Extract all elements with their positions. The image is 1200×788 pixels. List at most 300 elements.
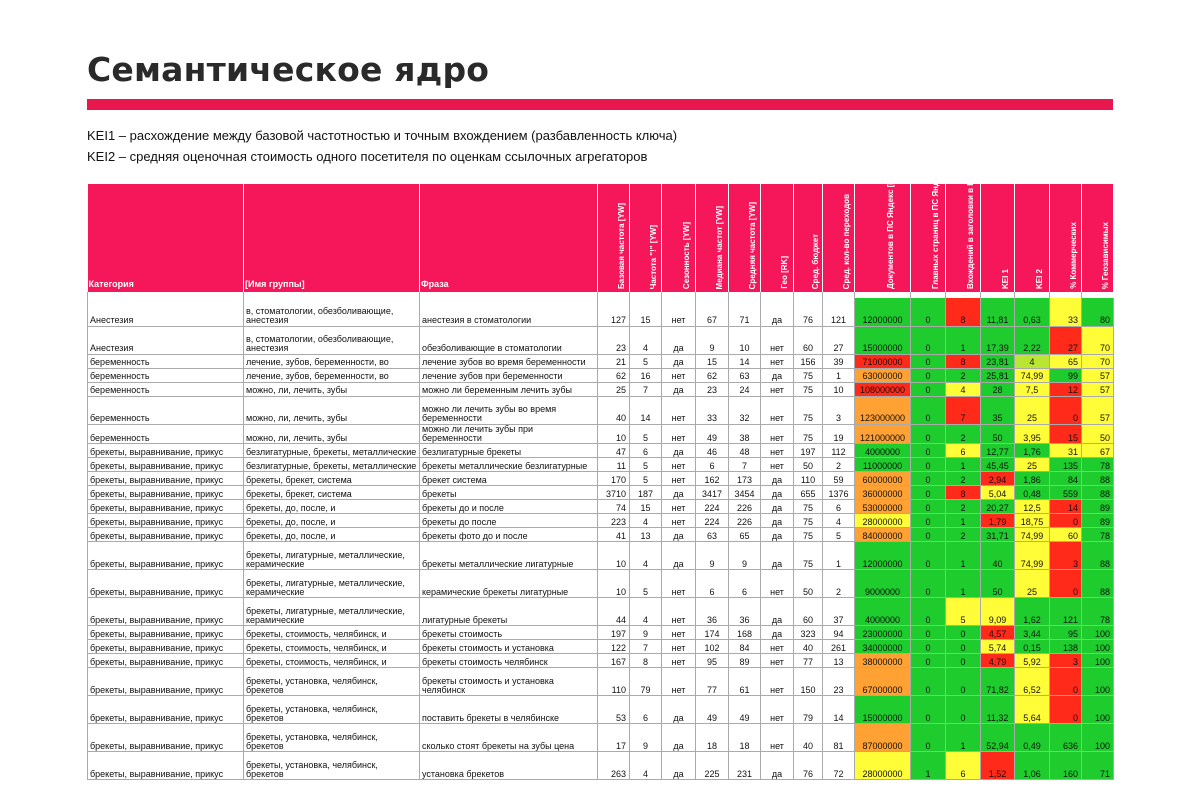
in-titles-cell[interactable]: 2 — [946, 500, 981, 514]
base-frequency-cell[interactable]: 47 — [598, 444, 630, 458]
base-frequency-cell[interactable]: 127 — [598, 298, 630, 326]
in-titles-cell[interactable]: 1 — [946, 458, 981, 472]
geodependent-cell[interactable]: 57 — [1082, 368, 1114, 382]
kei1-cell[interactable]: 5,04 — [981, 486, 1015, 500]
main-pages-cell[interactable]: 0 — [911, 382, 946, 396]
budget-cell[interactable]: 323 — [794, 626, 823, 640]
group-cell[interactable]: брекеты, установка, челябинск, брекетов — [244, 724, 420, 752]
average-cell[interactable]: 24 — [729, 382, 761, 396]
documents-cell[interactable]: 28000000 — [855, 514, 911, 528]
category-cell[interactable]: беременность — [88, 368, 244, 382]
in-titles-cell[interactable]: 8 — [946, 298, 981, 326]
seasonality-cell[interactable]: нет — [662, 514, 696, 528]
kei2-cell[interactable]: 7,5 — [1015, 382, 1050, 396]
quote-frequency-cell[interactable]: 13 — [630, 528, 662, 542]
seasonality-cell[interactable]: да — [662, 724, 696, 752]
average-cell[interactable]: 226 — [729, 514, 761, 528]
kei1-cell[interactable]: 71,82 — [981, 668, 1015, 696]
kei2-cell[interactable]: 1,76 — [1015, 444, 1050, 458]
header-kei1[interactable]: KEI 1 — [981, 184, 1015, 292]
in-titles-cell[interactable]: 6 — [946, 752, 981, 780]
phrase-cell[interactable]: брекеты стоимость челябинск — [420, 654, 598, 668]
clicks-cell[interactable]: 3 — [823, 396, 855, 424]
group-cell[interactable]: брекеты, установка, челябинск, брекетов — [244, 696, 420, 724]
geo-cell[interactable]: нет — [761, 382, 794, 396]
main-pages-cell[interactable]: 0 — [911, 640, 946, 654]
kei2-cell[interactable]: 6,52 — [1015, 668, 1050, 696]
documents-cell[interactable]: 9000000 — [855, 570, 911, 598]
base-frequency-cell[interactable]: 197 — [598, 626, 630, 640]
header-category[interactable]: Категория — [88, 184, 244, 292]
kei1-cell[interactable]: 50 — [981, 570, 1015, 598]
category-cell[interactable]: беременность — [88, 424, 244, 444]
phrase-cell[interactable]: можно ли беременным лечить зубы — [420, 382, 598, 396]
kei1-cell[interactable]: 17,39 — [981, 326, 1015, 354]
kei2-cell[interactable]: 0,49 — [1015, 724, 1050, 752]
commercial-cell[interactable]: 60 — [1050, 528, 1082, 542]
category-cell[interactable]: брекеты, выравнивание, прикус — [88, 542, 244, 570]
kei1-cell[interactable]: 45,45 — [981, 458, 1015, 472]
kei2-cell[interactable]: 1,86 — [1015, 472, 1050, 486]
median-cell[interactable]: 62 — [696, 368, 729, 382]
kei2-cell[interactable]: 74,99 — [1015, 542, 1050, 570]
kei1-cell[interactable]: 25,81 — [981, 368, 1015, 382]
quote-frequency-cell[interactable]: 187 — [630, 486, 662, 500]
header-base-frequency[interactable]: Базовая частота [YW] — [598, 184, 630, 292]
main-pages-cell[interactable]: 0 — [911, 500, 946, 514]
budget-cell[interactable]: 75 — [794, 368, 823, 382]
geo-cell[interactable]: нет — [761, 424, 794, 444]
main-pages-cell[interactable]: 0 — [911, 514, 946, 528]
average-cell[interactable]: 226 — [729, 500, 761, 514]
clicks-cell[interactable]: 1 — [823, 368, 855, 382]
category-cell[interactable]: брекеты, выравнивание, прикус — [88, 458, 244, 472]
geo-cell[interactable]: да — [761, 528, 794, 542]
commercial-cell[interactable]: 0 — [1050, 570, 1082, 598]
median-cell[interactable]: 9 — [696, 542, 729, 570]
kei2-cell[interactable]: 0,48 — [1015, 486, 1050, 500]
phrase-cell[interactable]: лигатурные брекеты — [420, 598, 598, 626]
clicks-cell[interactable]: 14 — [823, 696, 855, 724]
category-cell[interactable]: беременность — [88, 354, 244, 368]
kei1-cell[interactable]: 4,79 — [981, 654, 1015, 668]
quote-frequency-cell[interactable]: 5 — [630, 424, 662, 444]
quote-frequency-cell[interactable]: 8 — [630, 654, 662, 668]
kei1-cell[interactable]: 5,74 — [981, 640, 1015, 654]
average-cell[interactable]: 71 — [729, 298, 761, 326]
median-cell[interactable]: 18 — [696, 724, 729, 752]
clicks-cell[interactable]: 19 — [823, 424, 855, 444]
documents-cell[interactable]: 84000000 — [855, 528, 911, 542]
budget-cell[interactable]: 75 — [794, 382, 823, 396]
kei1-cell[interactable]: 9,09 — [981, 598, 1015, 626]
category-cell[interactable]: брекеты, выравнивание, прикус — [88, 514, 244, 528]
average-cell[interactable]: 9 — [729, 542, 761, 570]
kei1-cell[interactable]: 2,94 — [981, 472, 1015, 486]
main-pages-cell[interactable]: 0 — [911, 598, 946, 626]
budget-cell[interactable]: 60 — [794, 326, 823, 354]
geo-cell[interactable]: да — [761, 514, 794, 528]
clicks-cell[interactable]: 4 — [823, 514, 855, 528]
category-cell[interactable]: брекеты, выравнивание, прикус — [88, 528, 244, 542]
clicks-cell[interactable]: 37 — [823, 598, 855, 626]
quote-frequency-cell[interactable]: 5 — [630, 354, 662, 368]
header-clicks[interactable]: Сред. кол-во переходов — [823, 184, 855, 292]
documents-cell[interactable]: 34000000 — [855, 640, 911, 654]
seasonality-cell[interactable]: да — [662, 542, 696, 570]
header-average[interactable]: Средняя частота [YW] — [729, 184, 761, 292]
documents-cell[interactable]: 67000000 — [855, 668, 911, 696]
seasonality-cell[interactable]: нет — [662, 626, 696, 640]
phrase-cell[interactable]: установка брекетов — [420, 752, 598, 780]
documents-cell[interactable]: 60000000 — [855, 472, 911, 486]
clicks-cell[interactable]: 13 — [823, 654, 855, 668]
group-cell[interactable]: брекеты, стоимость, челябинск, и — [244, 640, 420, 654]
kei2-cell[interactable]: 25 — [1015, 570, 1050, 598]
median-cell[interactable]: 33 — [696, 396, 729, 424]
average-cell[interactable]: 173 — [729, 472, 761, 486]
median-cell[interactable]: 15 — [696, 354, 729, 368]
in-titles-cell[interactable]: 2 — [946, 528, 981, 542]
commercial-cell[interactable]: 65 — [1050, 354, 1082, 368]
kei1-cell[interactable]: 1,79 — [981, 514, 1015, 528]
commercial-cell[interactable]: 0 — [1050, 696, 1082, 724]
phrase-cell[interactable]: обезболивающие в стоматологии — [420, 326, 598, 354]
group-cell[interactable]: брекеты, до, после, и — [244, 528, 420, 542]
commercial-cell[interactable]: 0 — [1050, 668, 1082, 696]
in-titles-cell[interactable]: 1 — [946, 570, 981, 598]
documents-cell[interactable]: 108000000 — [855, 382, 911, 396]
average-cell[interactable]: 38 — [729, 424, 761, 444]
documents-cell[interactable]: 12000000 — [855, 298, 911, 326]
phrase-cell[interactable]: лечение зубов при беременности — [420, 368, 598, 382]
geo-cell[interactable]: нет — [761, 654, 794, 668]
budget-cell[interactable]: 75 — [794, 500, 823, 514]
geo-cell[interactable]: нет — [761, 570, 794, 598]
seasonality-cell[interactable]: да — [662, 326, 696, 354]
commercial-cell[interactable]: 15 — [1050, 424, 1082, 444]
header-seasonality[interactable]: Сезонность [YW] — [662, 184, 696, 292]
geodependent-cell[interactable]: 67 — [1082, 444, 1114, 458]
geodependent-cell[interactable]: 50 — [1082, 424, 1114, 444]
median-cell[interactable]: 63 — [696, 528, 729, 542]
in-titles-cell[interactable]: 0 — [946, 626, 981, 640]
group-cell[interactable]: в, стоматологии, обезболивающие, анестезия — [244, 326, 420, 354]
clicks-cell[interactable]: 27 — [823, 326, 855, 354]
geodependent-cell[interactable]: 88 — [1082, 472, 1114, 486]
phrase-cell[interactable]: брекеты фото до и после — [420, 528, 598, 542]
clicks-cell[interactable]: 94 — [823, 626, 855, 640]
header-commercial[interactable]: % Коммерческих — [1050, 184, 1082, 292]
quote-frequency-cell[interactable]: 16 — [630, 368, 662, 382]
quote-frequency-cell[interactable]: 4 — [630, 326, 662, 354]
phrase-cell[interactable]: лечение зубов во время беременности — [420, 354, 598, 368]
geo-cell[interactable]: да — [761, 368, 794, 382]
header-kei2[interactable]: KEI 2 — [1015, 184, 1050, 292]
quote-frequency-cell[interactable]: 4 — [630, 514, 662, 528]
phrase-cell[interactable]: брекеты стоимость и установка челябинск — [420, 668, 598, 696]
average-cell[interactable]: 36 — [729, 598, 761, 626]
budget-cell[interactable]: 50 — [794, 458, 823, 472]
category-cell[interactable]: брекеты, выравнивание, прикус — [88, 500, 244, 514]
base-frequency-cell[interactable]: 25 — [598, 382, 630, 396]
in-titles-cell[interactable]: 2 — [946, 368, 981, 382]
kei1-cell[interactable]: 31,71 — [981, 528, 1015, 542]
in-titles-cell[interactable]: 2 — [946, 424, 981, 444]
phrase-cell[interactable]: брекеты стоимость и установка — [420, 640, 598, 654]
budget-cell[interactable]: 655 — [794, 486, 823, 500]
in-titles-cell[interactable]: 1 — [946, 326, 981, 354]
geodependent-cell[interactable]: 88 — [1082, 570, 1114, 598]
seasonality-cell[interactable]: да — [662, 696, 696, 724]
commercial-cell[interactable]: 3 — [1050, 542, 1082, 570]
geo-cell[interactable]: нет — [761, 724, 794, 752]
seasonality-cell[interactable]: нет — [662, 458, 696, 472]
phrase-cell[interactable]: можно ли лечить зубы во время беременности — [420, 396, 598, 424]
base-frequency-cell[interactable]: 41 — [598, 528, 630, 542]
main-pages-cell[interactable]: 0 — [911, 458, 946, 472]
phrase-cell[interactable]: брекеты металлические лигатурные — [420, 542, 598, 570]
geo-cell[interactable]: нет — [761, 668, 794, 696]
kei2-cell[interactable]: 1,62 — [1015, 598, 1050, 626]
geo-cell[interactable]: нет — [761, 444, 794, 458]
commercial-cell[interactable]: 636 — [1050, 724, 1082, 752]
budget-cell[interactable]: 75 — [794, 396, 823, 424]
clicks-cell[interactable]: 23 — [823, 668, 855, 696]
documents-cell[interactable]: 53000000 — [855, 500, 911, 514]
clicks-cell[interactable]: 2 — [823, 570, 855, 598]
in-titles-cell[interactable]: 1 — [946, 514, 981, 528]
quote-frequency-cell[interactable]: 9 — [630, 626, 662, 640]
clicks-cell[interactable]: 121 — [823, 298, 855, 326]
group-cell[interactable]: можно, ли, лечить, зубы — [244, 382, 420, 396]
category-cell[interactable]: брекеты, выравнивание, прикус — [88, 752, 244, 780]
category-cell[interactable]: брекеты, выравнивание, прикус — [88, 696, 244, 724]
base-frequency-cell[interactable]: 122 — [598, 640, 630, 654]
median-cell[interactable]: 9 — [696, 326, 729, 354]
kei1-cell[interactable]: 52,94 — [981, 724, 1015, 752]
header-in-titles[interactable]: Вхождений в заголовки в ПС Яндекс [KEI] — [946, 184, 981, 292]
in-titles-cell[interactable]: 8 — [946, 354, 981, 368]
budget-cell[interactable]: 75 — [794, 424, 823, 444]
geodependent-cell[interactable]: 80 — [1082, 298, 1114, 326]
clicks-cell[interactable]: 112 — [823, 444, 855, 458]
seasonality-cell[interactable]: да — [662, 528, 696, 542]
main-pages-cell[interactable]: 0 — [911, 444, 946, 458]
clicks-cell[interactable]: 261 — [823, 640, 855, 654]
kei1-cell[interactable]: 11,81 — [981, 298, 1015, 326]
seasonality-cell[interactable]: да — [662, 354, 696, 368]
group-cell[interactable]: брекеты, лигатурные, металлические, керамические — [244, 542, 420, 570]
geo-cell[interactable]: да — [761, 500, 794, 514]
budget-cell[interactable]: 50 — [794, 570, 823, 598]
in-titles-cell[interactable]: 7 — [946, 396, 981, 424]
geodependent-cell[interactable]: 100 — [1082, 696, 1114, 724]
budget-cell[interactable]: 40 — [794, 640, 823, 654]
budget-cell[interactable]: 75 — [794, 542, 823, 570]
phrase-cell[interactable]: поставить брекеты в челябинске — [420, 696, 598, 724]
group-cell[interactable]: брекеты, установка, челябинск, брекетов — [244, 668, 420, 696]
seasonality-cell[interactable]: нет — [662, 396, 696, 424]
clicks-cell[interactable]: 6 — [823, 500, 855, 514]
commercial-cell[interactable]: 95 — [1050, 626, 1082, 640]
category-cell[interactable]: беременность — [88, 396, 244, 424]
phrase-cell[interactable]: можно ли лечить зубы при беременности — [420, 424, 598, 444]
group-cell[interactable]: брекеты, до, после, и — [244, 514, 420, 528]
quote-frequency-cell[interactable]: 6 — [630, 444, 662, 458]
main-pages-cell[interactable]: 0 — [911, 654, 946, 668]
documents-cell[interactable]: 28000000 — [855, 752, 911, 780]
seasonality-cell[interactable]: нет — [662, 654, 696, 668]
median-cell[interactable]: 174 — [696, 626, 729, 640]
in-titles-cell[interactable]: 5 — [946, 598, 981, 626]
documents-cell[interactable]: 11000000 — [855, 458, 911, 472]
geodependent-cell[interactable]: 89 — [1082, 500, 1114, 514]
clicks-cell[interactable]: 81 — [823, 724, 855, 752]
in-titles-cell[interactable]: 8 — [946, 486, 981, 500]
budget-cell[interactable]: 40 — [794, 724, 823, 752]
commercial-cell[interactable]: 0 — [1050, 514, 1082, 528]
group-cell[interactable]: безлигатурные, брекеты, металлические — [244, 458, 420, 472]
geo-cell[interactable]: да — [761, 598, 794, 626]
average-cell[interactable]: 18 — [729, 724, 761, 752]
group-cell[interactable]: брекеты, брекет, система — [244, 486, 420, 500]
base-frequency-cell[interactable]: 3710 — [598, 486, 630, 500]
base-frequency-cell[interactable]: 10 — [598, 570, 630, 598]
base-frequency-cell[interactable]: 40 — [598, 396, 630, 424]
geodependent-cell[interactable]: 100 — [1082, 640, 1114, 654]
category-cell[interactable]: брекеты, выравнивание, прикус — [88, 444, 244, 458]
header-quote-frequency[interactable]: Частота "!" [YW] — [630, 184, 662, 292]
documents-cell[interactable]: 12000000 — [855, 542, 911, 570]
phrase-cell[interactable]: брекеты до после — [420, 514, 598, 528]
seasonality-cell[interactable]: да — [662, 752, 696, 780]
commercial-cell[interactable]: 31 — [1050, 444, 1082, 458]
header-geo[interactable]: Гео [RK] — [761, 184, 794, 292]
kei1-cell[interactable]: 4,57 — [981, 626, 1015, 640]
phrase-cell[interactable]: безлигатурные брекеты — [420, 444, 598, 458]
main-pages-cell[interactable]: 0 — [911, 626, 946, 640]
clicks-cell[interactable]: 39 — [823, 354, 855, 368]
group-cell[interactable]: можно, ли, лечить, зубы — [244, 396, 420, 424]
category-cell[interactable]: брекеты, выравнивание, прикус — [88, 472, 244, 486]
average-cell[interactable]: 48 — [729, 444, 761, 458]
header-documents[interactable]: Документов в ПС Яндекс [KEI] — [855, 184, 911, 292]
kei2-cell[interactable]: 18,75 — [1015, 514, 1050, 528]
quote-frequency-cell[interactable]: 7 — [630, 382, 662, 396]
kei2-cell[interactable]: 2,22 — [1015, 326, 1050, 354]
base-frequency-cell[interactable]: 223 — [598, 514, 630, 528]
base-frequency-cell[interactable]: 170 — [598, 472, 630, 486]
group-cell[interactable]: брекеты, стоимость, челябинск, и — [244, 626, 420, 640]
quote-frequency-cell[interactable]: 5 — [630, 472, 662, 486]
category-cell[interactable]: брекеты, выравнивание, прикус — [88, 640, 244, 654]
main-pages-cell[interactable]: 0 — [911, 368, 946, 382]
median-cell[interactable]: 95 — [696, 654, 729, 668]
budget-cell[interactable]: 75 — [794, 528, 823, 542]
documents-cell[interactable]: 71000000 — [855, 354, 911, 368]
geodependent-cell[interactable]: 100 — [1082, 626, 1114, 640]
category-cell[interactable]: Анестезия — [88, 326, 244, 354]
main-pages-cell[interactable]: 0 — [911, 472, 946, 486]
seasonality-cell[interactable]: нет — [662, 570, 696, 598]
geodependent-cell[interactable]: 88 — [1082, 542, 1114, 570]
group-cell[interactable]: лечение, зубов, беременности, во — [244, 368, 420, 382]
quote-frequency-cell[interactable]: 5 — [630, 458, 662, 472]
average-cell[interactable]: 32 — [729, 396, 761, 424]
kei2-cell[interactable]: 74,99 — [1015, 368, 1050, 382]
header-group[interactable]: [Имя группы] — [244, 184, 420, 292]
category-cell[interactable]: брекеты, выравнивание, прикус — [88, 570, 244, 598]
clicks-cell[interactable]: 2 — [823, 458, 855, 472]
average-cell[interactable]: 168 — [729, 626, 761, 640]
average-cell[interactable]: 3454 — [729, 486, 761, 500]
median-cell[interactable]: 6 — [696, 458, 729, 472]
base-frequency-cell[interactable]: 17 — [598, 724, 630, 752]
documents-cell[interactable]: 121000000 — [855, 424, 911, 444]
base-frequency-cell[interactable]: 44 — [598, 598, 630, 626]
geo-cell[interactable]: да — [761, 486, 794, 500]
category-cell[interactable]: беременность — [88, 382, 244, 396]
documents-cell[interactable]: 4000000 — [855, 598, 911, 626]
kei1-cell[interactable]: 23,81 — [981, 354, 1015, 368]
main-pages-cell[interactable]: 0 — [911, 668, 946, 696]
commercial-cell[interactable]: 559 — [1050, 486, 1082, 500]
median-cell[interactable]: 49 — [696, 424, 729, 444]
kei2-cell[interactable]: 25 — [1015, 396, 1050, 424]
kei1-cell[interactable]: 11,32 — [981, 696, 1015, 724]
main-pages-cell[interactable]: 0 — [911, 542, 946, 570]
geodependent-cell[interactable]: 100 — [1082, 724, 1114, 752]
average-cell[interactable]: 61 — [729, 668, 761, 696]
documents-cell[interactable]: 36000000 — [855, 486, 911, 500]
seasonality-cell[interactable]: нет — [662, 598, 696, 626]
commercial-cell[interactable]: 3 — [1050, 654, 1082, 668]
geo-cell[interactable]: нет — [761, 640, 794, 654]
main-pages-cell[interactable]: 0 — [911, 570, 946, 598]
median-cell[interactable]: 102 — [696, 640, 729, 654]
header-main-pages[interactable]: Главных страниц в ПС Яндекс [KEI] — [911, 184, 946, 292]
phrase-cell[interactable]: брекеты до и после — [420, 500, 598, 514]
main-pages-cell[interactable]: 1 — [911, 752, 946, 780]
commercial-cell[interactable]: 0 — [1050, 396, 1082, 424]
quote-frequency-cell[interactable]: 14 — [630, 396, 662, 424]
seasonality-cell[interactable]: нет — [662, 424, 696, 444]
seasonality-cell[interactable]: нет — [662, 368, 696, 382]
median-cell[interactable]: 23 — [696, 382, 729, 396]
commercial-cell[interactable]: 27 — [1050, 326, 1082, 354]
median-cell[interactable]: 224 — [696, 500, 729, 514]
geo-cell[interactable]: нет — [761, 354, 794, 368]
quote-frequency-cell[interactable]: 79 — [630, 668, 662, 696]
quote-frequency-cell[interactable]: 6 — [630, 696, 662, 724]
main-pages-cell[interactable]: 0 — [911, 528, 946, 542]
in-titles-cell[interactable]: 1 — [946, 724, 981, 752]
kei2-cell[interactable]: 4 — [1015, 354, 1050, 368]
header-phrase[interactable]: Фраза — [420, 184, 598, 292]
geodependent-cell[interactable]: 78 — [1082, 598, 1114, 626]
main-pages-cell[interactable]: 0 — [911, 696, 946, 724]
median-cell[interactable]: 224 — [696, 514, 729, 528]
quote-frequency-cell[interactable]: 4 — [630, 752, 662, 780]
phrase-cell[interactable]: анестезия в стоматологии — [420, 298, 598, 326]
documents-cell[interactable]: 15000000 — [855, 696, 911, 724]
kei1-cell[interactable]: 1,52 — [981, 752, 1015, 780]
category-cell[interactable]: брекеты, выравнивание, прикус — [88, 654, 244, 668]
documents-cell[interactable]: 63000000 — [855, 368, 911, 382]
clicks-cell[interactable]: 10 — [823, 382, 855, 396]
kei2-cell[interactable]: 3,44 — [1015, 626, 1050, 640]
